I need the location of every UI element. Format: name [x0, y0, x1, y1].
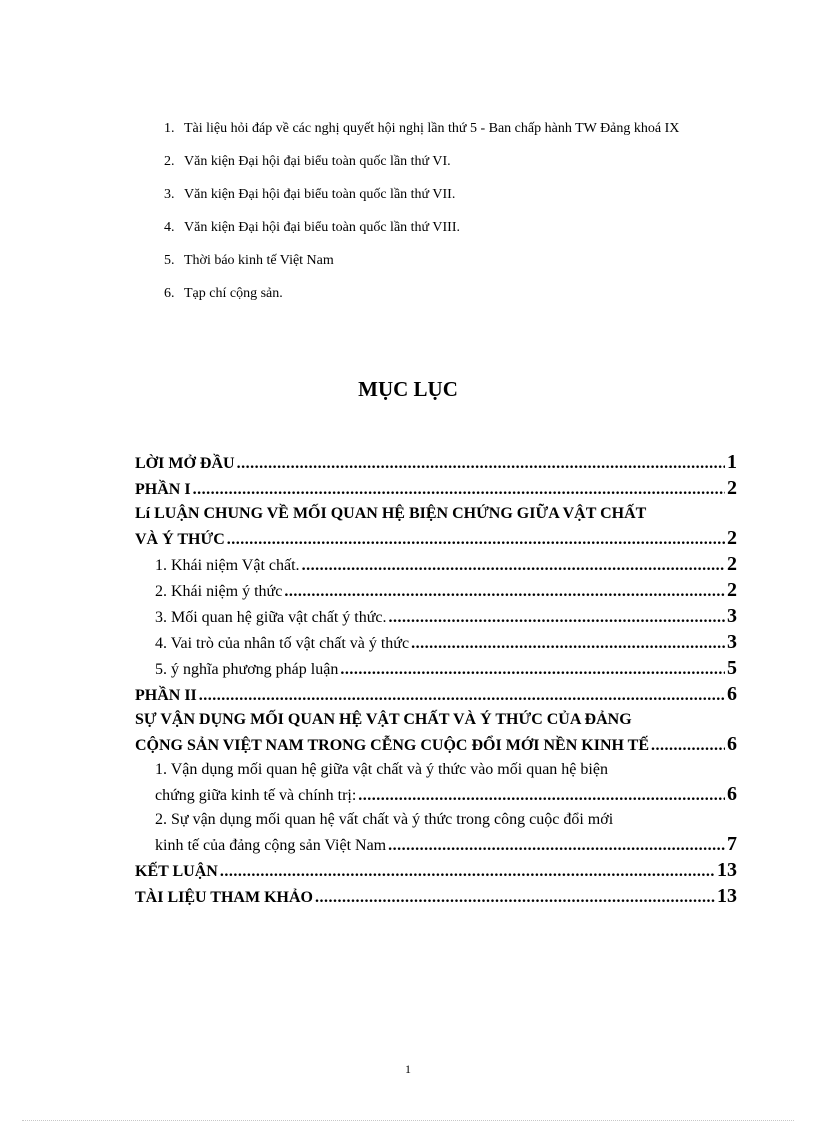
reference-number: 3.	[164, 187, 175, 202]
toc-page-number: 2	[727, 527, 737, 549]
toc-entry-application[interactable]	[135, 732, 737, 758]
reference-text: Văn kiện Đại hội đại biểu toàn quốc lần thứ VI.	[184, 154, 451, 169]
toc-entry-text: KẾT LUẬN	[135, 863, 218, 880]
reference-number: 4.	[164, 220, 175, 235]
toc-entry-2-2[interactable]	[135, 832, 737, 858]
toc-entry-1-5[interactable]	[135, 656, 737, 682]
reference-number: 1.	[164, 121, 175, 136]
toc-entry-conclusion[interactable]	[135, 858, 737, 884]
dot-leader	[302, 554, 725, 578]
reference-list	[164, 118, 724, 316]
reference-item	[164, 151, 724, 172]
reference-item	[164, 283, 724, 304]
toc-page-number: 1	[727, 451, 737, 473]
toc-entry-theory[interactable]	[135, 526, 737, 552]
toc-title: MỤC LỤC	[358, 377, 458, 401]
toc-entry-text: chứng giữa kinh tế và chính trị:	[155, 787, 357, 804]
toc-entry-text: PHẦN I	[135, 481, 191, 498]
toc-entry-2-1[interactable]	[135, 782, 737, 808]
toc-entry-text: 3. Mối quan hệ giữa vật chất ý thức.	[155, 609, 387, 626]
dot-leader	[651, 734, 725, 758]
toc-entry-application-line1: SỰ VẬN DỤNG MỐI QUAN HỆ VẬT CHẤT VÀ Ý THỨC CỦA ĐẢNG	[135, 711, 632, 728]
reference-item	[164, 118, 724, 139]
reference-text: Văn kiện Đại hội đại biểu toàn quốc lần thứ VIII.	[184, 220, 460, 235]
toc-entry-text: 1. Khái niệm Vật chất.	[155, 557, 300, 574]
page-number: 1	[405, 1062, 411, 1076]
reference-item	[164, 217, 724, 238]
toc-entry-2-1-line1: 1. Vận dụng mối quan hệ giữa vật chất và ý thức vào mối quan hệ biện	[155, 761, 608, 778]
toc-entry-text: VÀ Ý THỨC	[135, 531, 225, 548]
toc-page-number: 6	[727, 683, 737, 705]
dot-leader	[237, 452, 725, 476]
toc-page-number: 3	[727, 605, 737, 627]
reference-item	[164, 184, 724, 205]
toc-entry-text: 5. ý nghĩa phương pháp luận	[155, 661, 339, 678]
dot-leader	[199, 684, 725, 708]
dot-leader	[411, 632, 725, 656]
toc-page-number: 6	[727, 733, 737, 755]
reference-number: 5.	[164, 253, 175, 268]
dot-leader	[315, 886, 715, 910]
toc-page-number: 2	[727, 579, 737, 601]
toc-entry-text: 2. Khái niệm ý thức	[155, 583, 283, 600]
toc-entry-part-1[interactable]	[135, 476, 737, 502]
toc-entry-references[interactable]	[135, 884, 737, 910]
reference-text: Tài liệu hỏi đáp về các nghị quyết hội nghị lần thứ 5 - Ban chấp hành TW Đảng khoá IX	[184, 121, 680, 136]
toc-entry-1-2[interactable]	[135, 578, 737, 604]
reference-text: Thời báo kinh tế Việt Nam	[184, 253, 334, 268]
toc-page-number: 7	[727, 833, 737, 855]
toc-entry-2-2-line1: 2. Sự vận dụng mối quan hệ vất chất và ý thức trong công cuộc đổi mới	[155, 811, 614, 828]
toc-entry-text: TÀI LIỆU THAM KHẢO	[135, 889, 313, 906]
table-of-contents	[135, 450, 737, 910]
page-bottom-divider	[22, 1120, 794, 1121]
reference-number: 2.	[164, 154, 175, 169]
toc-entry-text: LỜI MỞ ĐẦU	[135, 455, 235, 472]
dot-leader	[340, 658, 725, 682]
toc-entry-intro[interactable]	[135, 450, 737, 476]
toc-entry-text: CỘNG SẢN VIỆT NAM TRONG CỄNG CUỘC ĐỔI MỚI NỀN KINH TẾ	[135, 737, 649, 754]
dot-leader	[220, 860, 715, 884]
reference-text: Văn kiện Đại hội đại biểu toàn quốc lần thứ VII.	[184, 187, 456, 202]
dot-leader	[388, 834, 725, 858]
toc-page-number: 2	[727, 553, 737, 575]
toc-entry-1-4[interactable]	[135, 630, 737, 656]
toc-entry-text: 4. Vai trò của nhân tố vật chất và ý thức	[155, 635, 410, 652]
toc-entry-text: kinh tế của đảng cộng sản Việt Nam	[155, 837, 387, 854]
reference-item	[164, 250, 724, 271]
toc-page-number: 6	[727, 783, 737, 805]
toc-page-number: 13	[717, 859, 737, 881]
toc-entry-theory-line1: Lí LUẬN CHUNG VỀ MỐI QUAN HỆ BIỆN CHỨNG GIỮA VẬT CHẤT	[135, 505, 647, 522]
toc-page-number: 13	[717, 885, 737, 907]
toc-page-number: 5	[727, 657, 737, 679]
dot-leader	[193, 478, 725, 502]
toc-page-number: 3	[727, 631, 737, 653]
dot-leader	[389, 606, 725, 630]
toc-page-number: 2	[727, 477, 737, 499]
toc-entry-part-2[interactable]	[135, 682, 737, 708]
toc-entry-1-3[interactable]	[135, 604, 737, 630]
toc-entry-text: PHẦN II	[135, 687, 197, 704]
dot-leader	[227, 528, 725, 552]
dot-leader	[284, 580, 725, 604]
toc-entry-1-1[interactable]	[135, 552, 737, 578]
reference-number: 6.	[164, 286, 175, 301]
reference-text: Tạp chí cộng sản.	[184, 286, 283, 301]
dot-leader	[358, 784, 725, 808]
